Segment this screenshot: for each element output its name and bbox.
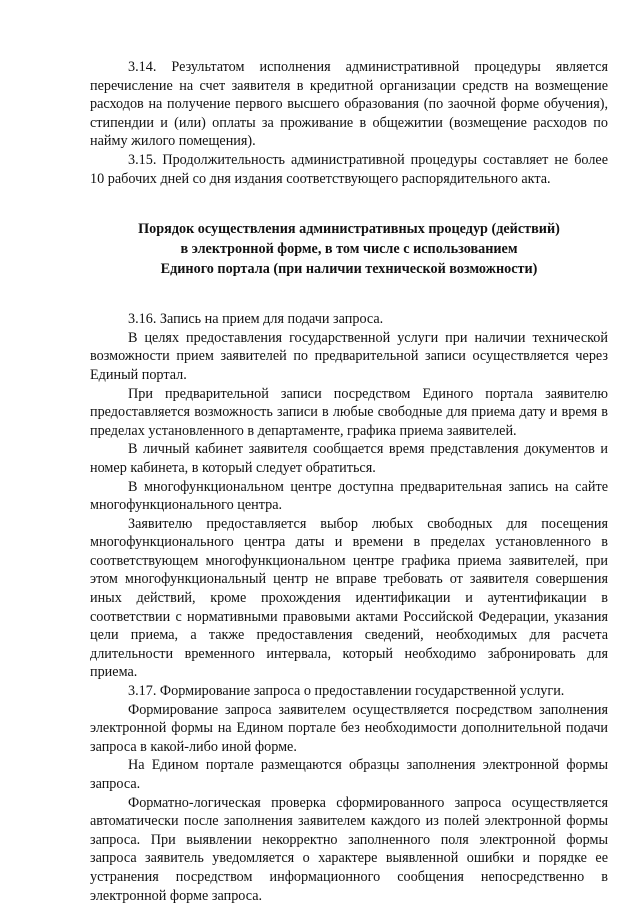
section-heading-line: Порядок осуществления административных процедур (действий) [138,221,560,238]
paragraph: Заявителю предоставляется выбор любых свободных для посещения многофункционального центра даты и времени в пределах установленного в соответствующем многофункциональном центре графика приема заявителей, при этом многофункциональный центр не вправе требовать от заявителя совершения иных действий, кроме прохождения идентификации и аутентификации в соответствии с нормативными правовыми актами Российской Федерации, указания цели приема, а также предоставления сведений, необходимых для расчета длительности временного интервала, который необходимо забронировать для приема. [90,515,608,681]
paragraph: В личный кабинет заявителя сообщается время представления документов и номер кабинета, в который следует обратиться. [90,441,608,476]
paragraph: Форматно-логическая проверка сформированного запроса осуществляется автоматически после заполнения заявителем каждого из полей электронной формы запроса. При выявлении некорректно заполненного поля электронной формы запроса заявитель уведомляется о характере выявленной ошибки и порядке ее устранения посредством информационного сообщения непосредственно в электронной форме запроса. [90,794,608,904]
section-heading-line: Единого портала (при наличии технической возможности) [160,261,538,278]
paragraph: При предварительной записи посредством Единого портала заявителю предоставляется возможность записи в любые свободные для приема дату и время в пределах установленного в департаменте, графика приема заявителей. [90,385,608,439]
paragraph: В целях предоставления государственной услуги при наличии технической возможности прием заявителей по предварительной записи осуществляется через Единый портал. [90,329,608,383]
paragraph: На Едином портале размещаются образцы заполнения электронной формы запроса. [90,757,608,792]
paragraph-3-15: 3.15. Продолжительность административной процедуры составляет не более 10 рабочих дней со дня издания соответствующего распорядительного акта. [90,151,608,187]
paragraph-3-17: 3.17. Формирование запроса о предоставлении государственной услуги. [128,683,565,700]
paragraph-3-14: 3.14. Результатом исполнения административной процедуры является перечисление на счет заявителя в кредитной организации средств на возмещение расходов на получение первого высшего образования (по заочной форме обучения), стипендии и (или) оплаты за проживание в общежитии (возмещение расходов по найму жилого помещения). [90,59,608,150]
paragraph: Формирование запроса заявителем осуществляется посредством заполнения электронной формы на Едином портале без необходимости дополнительной подачи запроса в какой-либо иной форме. [90,701,608,755]
section-heading-line: в электронной форме, в том числе с использованием [180,241,518,258]
section-heading [90,219,608,279]
paragraph-3-16: 3.16. Запись на прием для подачи запроса. [128,311,384,328]
document-page [90,58,608,905]
paragraph: В многофункциональном центре доступна предварительная запись на сайте многофункционального центра. [90,478,608,514]
